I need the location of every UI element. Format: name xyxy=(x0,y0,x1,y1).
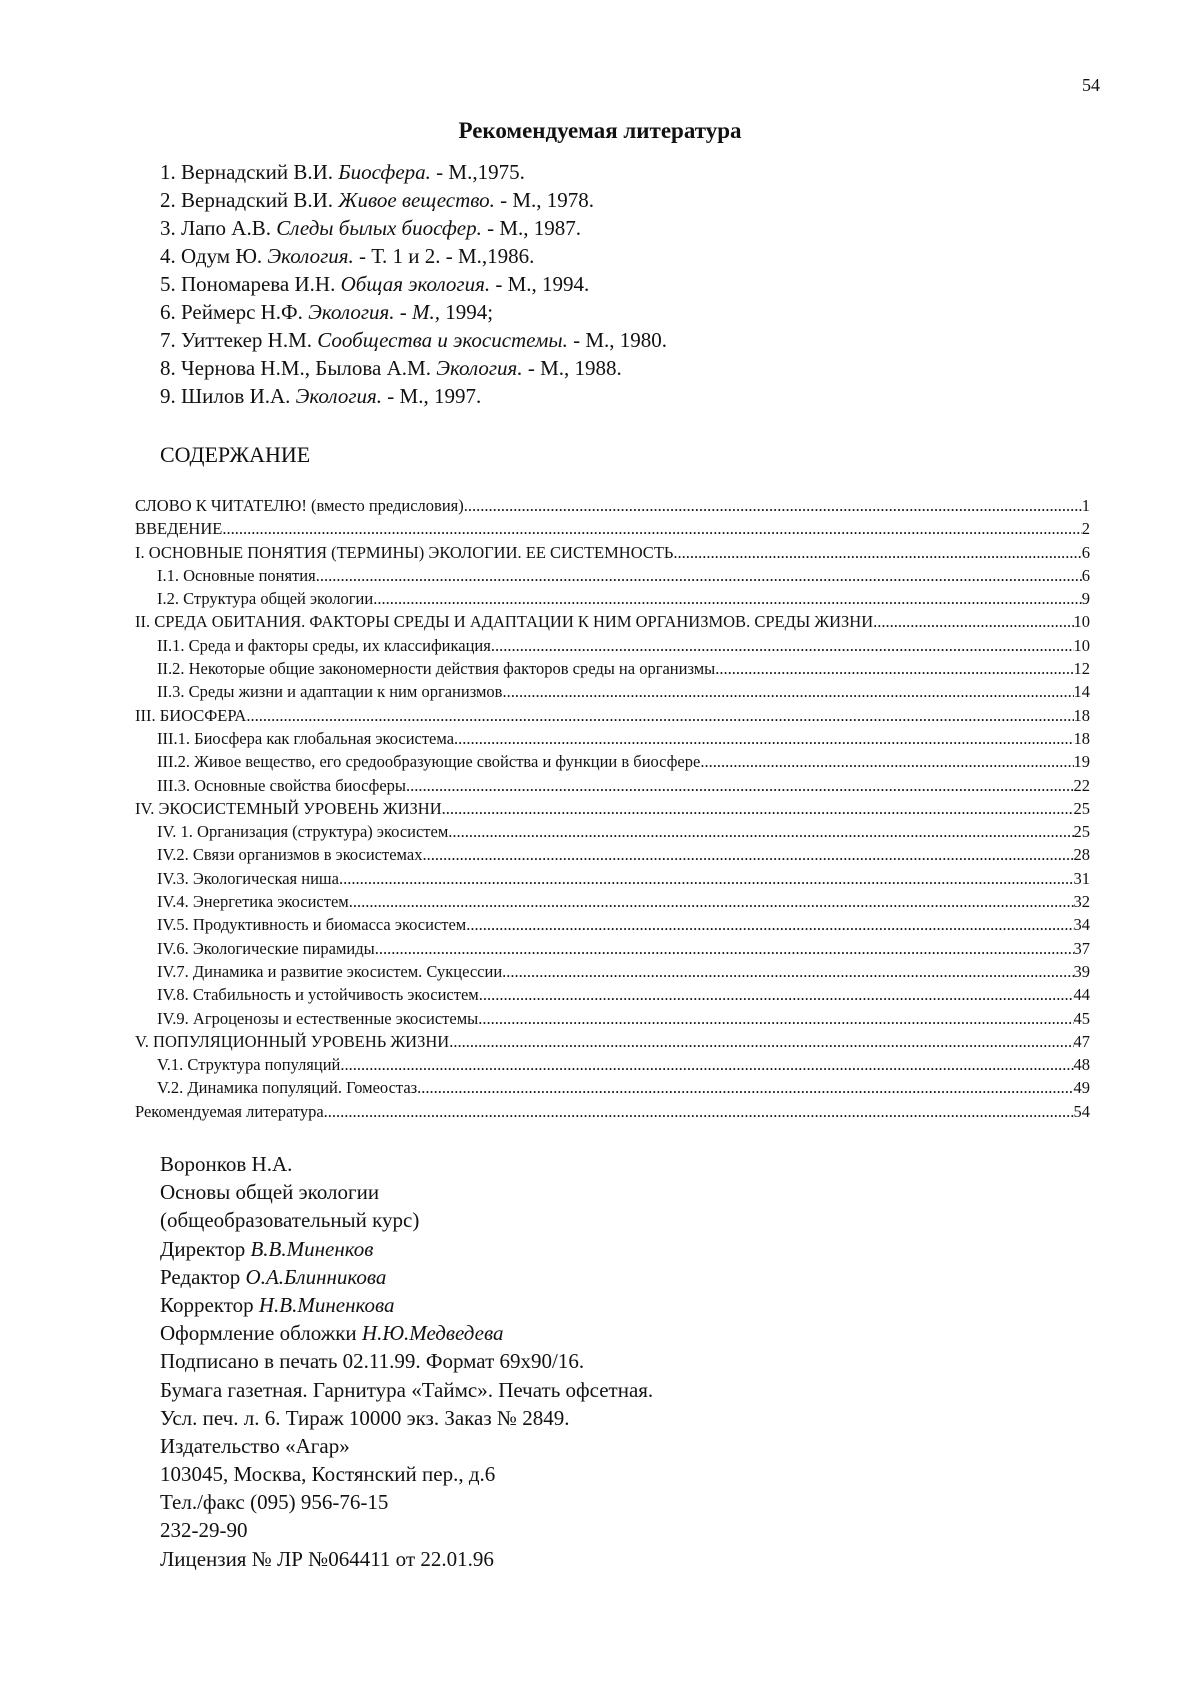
literature-item-imprint: - М., 1978. xyxy=(494,188,594,212)
imprint-line xyxy=(160,1291,1060,1319)
toc-entry[interactable] xyxy=(135,797,1090,820)
toc-entry-page: 19 xyxy=(1073,752,1090,772)
literature-item xyxy=(160,326,1060,354)
literature-item-title: Живое вещество. xyxy=(338,188,495,212)
toc-entry-title: IV.6. Экологические пирамиды xyxy=(157,938,375,958)
toc-entry-page: 9 xyxy=(1081,589,1090,609)
toc-entry[interactable] xyxy=(135,1100,1090,1123)
toc-dot-leader xyxy=(417,1076,1073,1099)
imprint-line xyxy=(160,1347,1060,1375)
page-number: 54 xyxy=(1082,75,1100,95)
imprint-line xyxy=(160,1488,1060,1516)
toc-entry-page: 45 xyxy=(1073,1008,1090,1028)
toc-entry-title: V.2. Динамика популяций. Гомеостаз xyxy=(157,1078,418,1098)
literature-item-author: 6. Реймерс Н.Ф. xyxy=(160,300,309,324)
imprint-line-text: Подписано в печать 02.11.99. Формат 69х90/16. xyxy=(160,1349,585,1374)
imprint-line-name: О.А.Блинникова xyxy=(245,1264,387,1289)
toc-dot-leader xyxy=(464,494,1082,517)
toc-entry-page: 6 xyxy=(1081,565,1090,585)
imprint-line xyxy=(160,1178,1060,1206)
imprint-line-text: Лицензия № ЛР №064411 от 22.01.96 xyxy=(160,1546,494,1571)
toc-entry[interactable] xyxy=(135,960,1090,983)
literature-title: Рекомендуемая литература xyxy=(458,118,742,143)
imprint-line-text: Корректор xyxy=(160,1292,259,1317)
toc-entry-page: 37 xyxy=(1073,938,1090,958)
toc-entry-title: II.3. Среды жизни и адаптации к ним организмов xyxy=(157,682,503,702)
literature-item-imprint: 1994; xyxy=(440,300,494,324)
toc-entry-title: IV.8. Стабильность и устойчивость экосистем xyxy=(157,985,479,1005)
toc-entry[interactable] xyxy=(135,937,1090,960)
imprint-line xyxy=(160,1206,1060,1234)
toc-entry-title: I.2. Структура общей экологии xyxy=(157,589,374,609)
toc-entry[interactable] xyxy=(135,890,1090,913)
toc-entry[interactable] xyxy=(135,657,1090,680)
toc-dot-leader xyxy=(454,727,1073,750)
toc-entry-page: 54 xyxy=(1073,1101,1090,1121)
imprint-line-text: (общеобразовательный курс) xyxy=(160,1208,420,1233)
literature-item-author: 3. Лапо А.В. xyxy=(160,216,277,240)
toc-entry-page: 12 xyxy=(1073,659,1090,679)
toc-entry-page: 6 xyxy=(1081,542,1090,562)
imprint-line-text: Редактор xyxy=(160,1264,246,1289)
imprint-line-text: Директор xyxy=(160,1236,251,1261)
toc-entry-title: IV.4. Энергетика экосистем xyxy=(157,892,349,912)
toc-dot-leader xyxy=(340,1053,1073,1076)
toc-entry-page: 25 xyxy=(1073,798,1090,818)
literature-item-author: 9. Шилов И.А. xyxy=(160,384,296,408)
toc-entry-title: II. СРЕДА ОБИТАНИЯ. ФАКТОРЫ СРЕДЫ И АДАПТАЦИИ К НИМ ОРГАНИЗМОВ. СРЕДЫ ЖИЗНИ xyxy=(135,612,874,632)
toc-entry[interactable] xyxy=(135,1076,1090,1099)
toc-entry[interactable] xyxy=(135,564,1090,587)
toc-dot-leader xyxy=(373,587,1082,610)
imprint-line-name: Н.В.Миненкова xyxy=(258,1292,395,1317)
imprint-line-text: Оформление обложки xyxy=(160,1321,362,1346)
toc-entry[interactable] xyxy=(135,494,1090,517)
toc-dot-leader xyxy=(324,1100,1074,1123)
toc-entry-page: 32 xyxy=(1073,892,1090,912)
imprint-line-name: Н.Ю.Медведева xyxy=(361,1321,504,1346)
toc-entry-page: 1 xyxy=(1081,496,1090,515)
toc-entry[interactable] xyxy=(135,517,1090,540)
toc-title: СОДЕРЖАНИЕ xyxy=(160,442,311,467)
literature-item-imprint: - М., 1987. xyxy=(481,216,582,240)
toc-entry[interactable] xyxy=(135,820,1090,843)
toc-entry[interactable] xyxy=(135,610,1090,633)
literature-item-title: Сообщества и экосистемы. xyxy=(317,328,568,352)
toc-entry-title: Рекомендуемая литература xyxy=(135,1101,324,1121)
toc-dot-leader xyxy=(406,774,1074,797)
literature-item xyxy=(160,158,1060,186)
toc-entry-title: IV.2. Связи организмов в экосистемах xyxy=(157,845,423,865)
toc-entry[interactable] xyxy=(135,1007,1090,1030)
toc-dot-leader xyxy=(339,867,1074,890)
imprint-line-text: 103045, Москва, Костянский пер., д.6 xyxy=(160,1462,496,1487)
toc-entry[interactable] xyxy=(135,750,1090,773)
toc-entry-page: 14 xyxy=(1073,682,1090,702)
toc-entry-title: I.1. Основные понятия xyxy=(157,565,316,585)
imprint-line xyxy=(160,1150,1060,1178)
imprint-line xyxy=(160,1516,1060,1544)
toc-entry-title: III.2. Живое вещество, его средообразующие свойства и функции в биосфере xyxy=(157,752,701,772)
toc-entry-title: СЛОВО К ЧИТАТЕЛЮ! (вместо предисловия) xyxy=(135,496,464,515)
toc-entry-page: 10 xyxy=(1073,612,1090,632)
imprint-line-text: Воронков Н.А. xyxy=(160,1152,293,1176)
literature-item xyxy=(160,382,1060,410)
toc-dot-leader xyxy=(502,680,1073,703)
toc-entry-title: IV.5. Продуктивность и биомасса экосистем xyxy=(157,915,467,935)
toc-entry-page: 47 xyxy=(1073,1031,1090,1051)
literature-item-author: 4. Одум Ю. xyxy=(160,244,268,268)
toc-entry[interactable] xyxy=(135,704,1090,727)
toc-entry-page: 49 xyxy=(1073,1078,1090,1098)
toc-dot-leader xyxy=(316,564,1082,587)
toc-dot-leader xyxy=(422,843,1073,866)
toc-entry-page: 48 xyxy=(1073,1055,1090,1075)
literature-item-imprint: - М., 1994. xyxy=(490,272,590,296)
toc-entry-title: IV.3. Экологическая ниша xyxy=(157,868,339,888)
toc-entry-page: 28 xyxy=(1073,845,1090,865)
toc-entry[interactable] xyxy=(135,727,1090,750)
literature-item-imprint: - М., 1997. xyxy=(382,384,482,408)
toc-entry-title: ВВЕДЕНИЕ xyxy=(135,519,223,539)
toc-entry[interactable] xyxy=(135,634,1090,657)
imprint-line xyxy=(160,1404,1060,1432)
toc-dot-leader xyxy=(442,797,1074,820)
imprint-line-text: 232-29-90 xyxy=(160,1518,248,1543)
toc-dot-leader xyxy=(448,820,1073,843)
toc-dot-leader xyxy=(715,657,1073,680)
toc-entry[interactable] xyxy=(135,774,1090,797)
imprint-line-text: Издательство «Агар» xyxy=(160,1433,350,1458)
toc-entry[interactable] xyxy=(135,680,1090,703)
imprint-line xyxy=(160,1432,1060,1460)
literature-item-title: Биосфера. xyxy=(338,160,431,184)
toc-entry-page: 34 xyxy=(1073,915,1090,935)
toc-dot-leader xyxy=(222,517,1081,540)
toc-entry-title: I. ОСНОВНЫЕ ПОНЯТИЯ (ТЕРМИНЫ) ЭКОЛОГИИ. ЕЕ СИСТЕМНОСТЬ xyxy=(135,542,674,562)
toc-entry-page: 18 xyxy=(1073,705,1090,725)
literature-item-title: Экология. - М., xyxy=(308,300,441,324)
toc-entry[interactable] xyxy=(135,1030,1090,1053)
literature-item xyxy=(160,242,1060,270)
toc-dot-leader xyxy=(479,983,1074,1006)
toc-entry-page: 10 xyxy=(1073,635,1090,655)
literature-item-title: Следы былых биосфер. xyxy=(276,216,482,240)
literature-item-author: 8. Чернова Н.М., Былова А.М. xyxy=(160,356,437,380)
imprint-line xyxy=(160,1460,1060,1488)
literature-item xyxy=(160,354,1060,382)
literature-item-imprint: - М., 1988. xyxy=(522,356,622,380)
toc-entry-title: III.3. Основные свойства биосферы xyxy=(157,775,406,795)
imprint-block xyxy=(160,1150,1060,1573)
literature-item-imprint: - Т. 1 и 2. - М.,1986. xyxy=(353,244,535,268)
toc-entry-page: 18 xyxy=(1073,728,1090,748)
toc-dot-leader xyxy=(700,750,1073,773)
literature-item-title: Экология. xyxy=(295,384,383,408)
toc-entry-title: V.1. Структура популяций xyxy=(157,1055,341,1075)
toc-dot-leader xyxy=(491,634,1074,657)
literature-item xyxy=(160,186,1060,214)
toc-entry-title: II.2. Некоторые общие закономерности действия факторов среды на организмы xyxy=(157,659,716,679)
toc-entry-title: IV.9. Агроценозы и естественные экосистемы xyxy=(157,1008,479,1028)
toc-entry-page: 25 xyxy=(1073,822,1090,842)
toc-dot-leader xyxy=(478,1007,1073,1030)
toc-entry[interactable] xyxy=(135,587,1090,610)
toc-entry-title: III.1. Биосфера как глобальная экосистема xyxy=(157,728,455,748)
toc-entry[interactable] xyxy=(135,1053,1090,1076)
imprint-line xyxy=(160,1263,1060,1291)
toc-entry-page: 2 xyxy=(1081,519,1090,539)
toc-dot-leader xyxy=(246,704,1073,727)
toc-entry-title: IV. ЭКОСИСТЕМНЫЙ УРОВЕНЬ ЖИЗНИ xyxy=(135,798,442,818)
literature-item-imprint: - М., 1980. xyxy=(567,328,668,352)
toc-entry-page: 22 xyxy=(1073,775,1090,795)
toc-dot-leader xyxy=(466,913,1073,936)
toc-entry-title: III. БИОСФЕРА xyxy=(135,705,247,725)
toc-entry[interactable] xyxy=(135,913,1090,936)
literature-item xyxy=(160,270,1060,298)
literature-item-imprint: - М.,1975. xyxy=(430,160,525,184)
literature-item-author: 1. Вернадский В.И. xyxy=(160,160,339,184)
toc-dot-leader xyxy=(873,610,1073,633)
literature-item-author: 7. Уиттекер Н.М. xyxy=(160,328,318,352)
toc-dot-leader xyxy=(349,890,1074,913)
toc-entry-page: 44 xyxy=(1073,985,1090,1005)
toc-dot-leader xyxy=(673,541,1081,564)
toc-dot-leader xyxy=(502,960,1073,983)
imprint-line xyxy=(160,1319,1060,1347)
literature-item-title: Экология. xyxy=(267,244,354,268)
toc-entry-title: II.1. Среда и факторы среды, их классификация xyxy=(157,635,491,655)
toc-entry[interactable] xyxy=(135,843,1090,866)
toc-entry-page: 31 xyxy=(1073,868,1090,888)
toc-entry-title: V. ПОПУЛЯЦИОННЫЙ УРОВЕНЬ ЖИЗНИ xyxy=(135,1031,450,1051)
toc-entry[interactable] xyxy=(135,983,1090,1006)
imprint-line-name: В.В.Миненков xyxy=(250,1236,374,1261)
toc-entry-title: IV. 1. Организация (структура) экосистем xyxy=(157,822,449,842)
toc-entry[interactable] xyxy=(135,867,1090,890)
literature-item-title: Общая экология. xyxy=(340,272,491,296)
imprint-line-text: Бумага газетная. Гарнитура «Таймс». Печать офсетная. xyxy=(160,1377,654,1402)
imprint-line xyxy=(160,1545,1060,1573)
toc-dot-leader xyxy=(375,937,1074,960)
toc-dot-leader xyxy=(449,1030,1073,1053)
imprint-line xyxy=(160,1376,1060,1404)
table-of-contents xyxy=(135,494,1090,1123)
literature-item xyxy=(160,298,1060,326)
imprint-line xyxy=(160,1235,1060,1263)
toc-entry-title: IV.7. Динамика и развитие экосистем. Сукцессии xyxy=(157,961,503,981)
literature-item-author: 5. Пономарева И.Н. xyxy=(160,272,341,296)
literature-item-author: 2. Вернадский В.И. xyxy=(160,188,339,212)
imprint-line-text: Основы общей экологии xyxy=(160,1180,380,1205)
literature-list xyxy=(160,158,1060,410)
literature-item-title: Экология. xyxy=(436,356,523,380)
imprint-line-text: Усл. печ. л. 6. Тираж 10000 экз. Заказ № 2849. xyxy=(160,1405,570,1430)
imprint-line-text: Тел./факс (095) 956-76-15 xyxy=(160,1490,389,1515)
literature-item xyxy=(160,214,1060,242)
toc-entry[interactable] xyxy=(135,541,1090,564)
toc-entry-page: 39 xyxy=(1073,961,1090,981)
